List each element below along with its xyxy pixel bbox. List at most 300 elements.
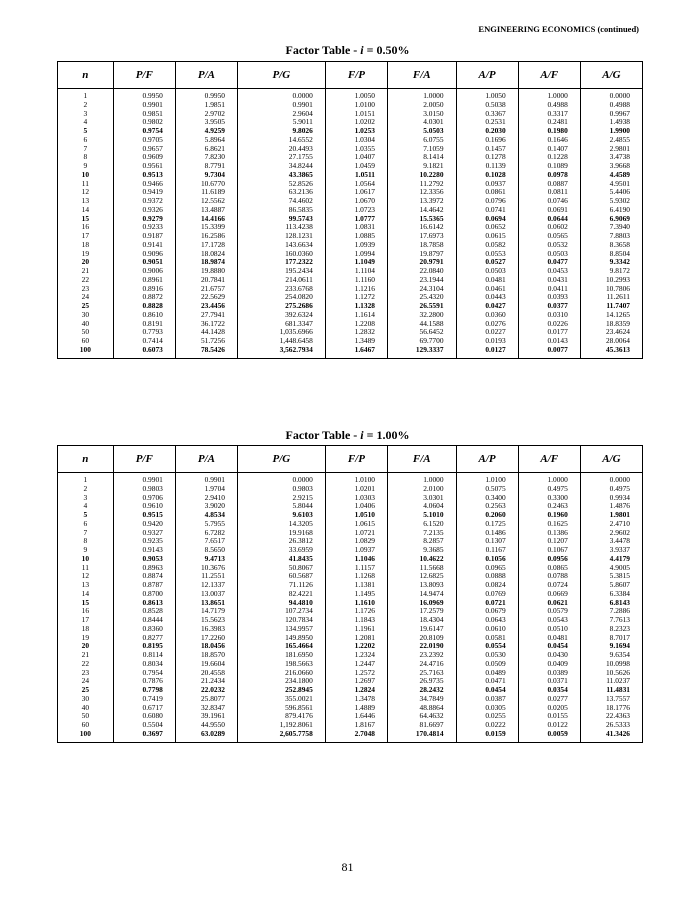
title-rate: = 1.00% — [363, 428, 410, 442]
cell-n: 13 — [58, 197, 114, 206]
cell-ag: 9.3342 — [580, 258, 642, 267]
cell-pa: 21.2434 — [175, 677, 237, 686]
cell-ag: 13.7557 — [580, 695, 642, 704]
cell-fa: 19.8797 — [387, 250, 456, 259]
cell-pg: 34.8244 — [237, 162, 325, 171]
cell-pa: 63.0289 — [175, 730, 237, 742]
cell-af: 0.0503 — [518, 250, 580, 259]
cell-pf: 0.9705 — [113, 136, 175, 145]
cell-af: 0.0565 — [518, 232, 580, 241]
cell-fp: 1.2572 — [325, 669, 387, 678]
cell-fa: 7.1059 — [387, 145, 456, 154]
cell-n: 12 — [58, 188, 114, 197]
cell-ag: 5.9302 — [580, 197, 642, 206]
cell-ag: 14.1265 — [580, 311, 642, 320]
cell-fa: 11.2792 — [387, 180, 456, 189]
cell-ag: 2.4855 — [580, 136, 642, 145]
cell-af: 0.0143 — [518, 337, 580, 346]
cell-pg: 275.2686 — [237, 302, 325, 311]
cell-pf: 0.7954 — [113, 669, 175, 678]
title-prefix: Factor Table - — [285, 428, 361, 442]
cell-pf: 0.8195 — [113, 642, 175, 651]
cell-ag: 2.4710 — [580, 520, 642, 529]
column-header-af: A/F — [518, 62, 580, 89]
cell-ap: 0.2531 — [456, 118, 518, 127]
cell-af: 0.0865 — [518, 564, 580, 573]
cell-pa: 23.4456 — [175, 302, 237, 311]
cell-pg: 14.6552 — [237, 136, 325, 145]
cell-n: 8 — [58, 153, 114, 162]
cell-ag: 7.8803 — [580, 232, 642, 241]
cell-ag: 0.0000 — [580, 89, 642, 101]
cell-pf: 0.8528 — [113, 607, 175, 616]
cell-n: 19 — [58, 250, 114, 259]
cell-fa: 44.1588 — [387, 320, 456, 329]
cell-fp: 1.0670 — [325, 197, 387, 206]
cell-fp: 1.1216 — [325, 285, 387, 294]
cell-fa: 32.2800 — [387, 311, 456, 320]
cell-af: 0.0377 — [518, 302, 580, 311]
cell-ag: 8.2323 — [580, 625, 642, 634]
cell-ap: 0.1486 — [456, 529, 518, 538]
cell-pf: 0.9233 — [113, 223, 175, 232]
cell-n: 20 — [58, 258, 114, 267]
cell-pf: 0.7414 — [113, 337, 175, 346]
cell-fa: 2.0100 — [387, 485, 456, 494]
cell-pa: 19.8880 — [175, 267, 237, 276]
cell-ap: 0.1028 — [456, 171, 518, 180]
cell-ap: 0.0443 — [456, 293, 518, 302]
cell-fa: 8.2857 — [387, 537, 456, 546]
cell-ag: 5.4406 — [580, 188, 642, 197]
cell-pa: 15.5623 — [175, 616, 237, 625]
cell-fa: 6.0755 — [387, 136, 456, 145]
cell-n: 22 — [58, 276, 114, 285]
cell-fa: 24.4716 — [387, 660, 456, 669]
cell-fa: 1.0000 — [387, 89, 456, 101]
cell-fa: 18.4304 — [387, 616, 456, 625]
cell-pg: 19.9168 — [237, 529, 325, 538]
cell-pa: 3.9020 — [175, 502, 237, 511]
cell-fp: 1.2324 — [325, 651, 387, 660]
cell-pf: 0.3697 — [113, 730, 175, 742]
cell-ap: 0.0222 — [456, 721, 518, 730]
cell-ap: 0.0305 — [456, 704, 518, 713]
cell-fa: 14.9474 — [387, 590, 456, 599]
cell-pf: 0.5504 — [113, 721, 175, 730]
cell-ap: 0.0652 — [456, 223, 518, 232]
cell-pa: 12.5562 — [175, 197, 237, 206]
cell-pa: 2.9702 — [175, 110, 237, 119]
cell-pf: 0.9279 — [113, 215, 175, 224]
cell-ag: 8.7017 — [580, 634, 642, 643]
cell-pg: 74.4602 — [237, 197, 325, 206]
cell-fp: 1.8167 — [325, 721, 387, 730]
cell-pa: 78.5426 — [175, 346, 237, 358]
cell-af: 0.1067 — [518, 546, 580, 555]
cell-ap: 0.3367 — [456, 110, 518, 119]
cell-n: 11 — [58, 180, 114, 189]
cell-fp: 1.0885 — [325, 232, 387, 241]
cell-ap: 1.0100 — [456, 473, 518, 485]
column-header-pf: P/F — [113, 62, 175, 89]
cell-ag: 11.0237 — [580, 677, 642, 686]
cell-fp: 1.1268 — [325, 572, 387, 581]
cell-pf: 0.8191 — [113, 320, 175, 329]
cell-pa: 7.8230 — [175, 153, 237, 162]
cell-pg: 43.3865 — [237, 171, 325, 180]
cell-n: 20 — [58, 642, 114, 651]
cell-pa: 11.6189 — [175, 188, 237, 197]
cell-af: 1.0000 — [518, 89, 580, 101]
cell-ap: 0.1139 — [456, 162, 518, 171]
cell-pf: 0.7876 — [113, 677, 175, 686]
cell-pf: 0.9754 — [113, 127, 175, 136]
cell-af: 0.0430 — [518, 651, 580, 660]
cell-n: 50 — [58, 328, 114, 337]
cell-af: 0.0644 — [518, 215, 580, 224]
cell-fp: 1.0937 — [325, 546, 387, 555]
cell-fp: 1.1961 — [325, 625, 387, 634]
cell-fp: 1.1495 — [325, 590, 387, 599]
cell-pg: 60.5687 — [237, 572, 325, 581]
cell-fp: 1.3489 — [325, 337, 387, 346]
cell-pf: 0.9515 — [113, 511, 175, 520]
cell-ag: 6.4190 — [580, 206, 642, 215]
column-header-pg: P/G — [237, 446, 325, 473]
cell-pf: 0.6717 — [113, 704, 175, 713]
cell-pf: 0.9141 — [113, 241, 175, 250]
cell-af: 0.0205 — [518, 704, 580, 713]
cell-pa: 6.8621 — [175, 145, 237, 154]
cell-pg: 71.1126 — [237, 581, 325, 590]
cell-af: 0.0155 — [518, 712, 580, 721]
cell-pg: 99.5743 — [237, 215, 325, 224]
cell-pa: 2.9410 — [175, 494, 237, 503]
cell-ag: 6.3384 — [580, 590, 642, 599]
cell-fa: 6.1520 — [387, 520, 456, 529]
cell-fa: 4.0301 — [387, 118, 456, 127]
cell-ag: 1.9801 — [580, 511, 642, 520]
cell-ap: 0.1696 — [456, 136, 518, 145]
cell-ap: 0.1167 — [456, 546, 518, 555]
cell-n: 4 — [58, 118, 114, 127]
cell-fp: 1.0100 — [325, 101, 387, 110]
cell-pf: 0.6080 — [113, 712, 175, 721]
cell-pg: 50.8067 — [237, 564, 325, 573]
cell-ap: 0.0427 — [456, 302, 518, 311]
cell-n: 6 — [58, 520, 114, 529]
cell-pa: 7.6517 — [175, 537, 237, 546]
cell-pa: 14.7179 — [175, 607, 237, 616]
cell-af: 0.1407 — [518, 145, 580, 154]
cell-af: 0.1228 — [518, 153, 580, 162]
cell-pg: 0.9803 — [237, 485, 325, 494]
cell-ap: 0.0193 — [456, 337, 518, 346]
cell-pg: 149.8950 — [237, 634, 325, 643]
cell-pf: 0.7419 — [113, 695, 175, 704]
cell-af: 0.0579 — [518, 607, 580, 616]
cell-ag: 8.8504 — [580, 250, 642, 259]
cell-ag: 9.8172 — [580, 267, 642, 276]
cell-ap: 0.3400 — [456, 494, 518, 503]
cell-pa: 8.5650 — [175, 546, 237, 555]
cell-ag: 6.9069 — [580, 215, 642, 224]
cell-fp: 1.0777 — [325, 215, 387, 224]
cell-pg: 233.6768 — [237, 285, 325, 294]
cell-ap: 0.0553 — [456, 250, 518, 259]
cell-pg: 33.6959 — [237, 546, 325, 555]
cell-n: 8 — [58, 537, 114, 546]
column-header-ag: A/G — [580, 62, 642, 89]
cell-af: 0.0393 — [518, 293, 580, 302]
cell-af: 0.4988 — [518, 101, 580, 110]
cell-n: 3 — [58, 110, 114, 119]
cell-ag: 11.2611 — [580, 293, 642, 302]
cell-n: 3 — [58, 494, 114, 503]
cell-pa: 18.0456 — [175, 642, 237, 651]
cell-ag: 5.3815 — [580, 572, 642, 581]
cell-fa: 14.4642 — [387, 206, 456, 215]
cell-ap: 0.0276 — [456, 320, 518, 329]
cell-n: 21 — [58, 267, 114, 276]
cell-fa: 56.6452 — [387, 328, 456, 337]
cell-pg: 63.2136 — [237, 188, 325, 197]
cell-ag: 1.9900 — [580, 127, 642, 136]
cell-pf: 0.6073 — [113, 346, 175, 358]
cell-pf: 0.7798 — [113, 686, 175, 695]
cell-n: 40 — [58, 704, 114, 713]
cell-ag: 41.3426 — [580, 730, 642, 742]
cell-pf: 0.8610 — [113, 311, 175, 320]
cell-n: 1 — [58, 473, 114, 485]
cell-pg: 113.4238 — [237, 223, 325, 232]
cell-n: 19 — [58, 634, 114, 643]
cell-pg: 143.6634 — [237, 241, 325, 250]
cell-ag: 6.8143 — [580, 599, 642, 608]
cell-ap: 0.0694 — [456, 215, 518, 224]
cell-pg: 5.8044 — [237, 502, 325, 511]
cell-pa: 32.8347 — [175, 704, 237, 713]
header-row — [58, 62, 643, 89]
cell-ap: 0.0824 — [456, 581, 518, 590]
cell-af: 0.0077 — [518, 346, 580, 358]
cell-af: 0.0354 — [518, 686, 580, 695]
cell-af: 0.0389 — [518, 669, 580, 678]
cell-ap: 0.0509 — [456, 660, 518, 669]
cell-n: 7 — [58, 529, 114, 538]
cell-pa: 18.0824 — [175, 250, 237, 259]
cell-fa: 81.6697 — [387, 721, 456, 730]
cell-fp: 1.1381 — [325, 581, 387, 590]
cell-ag: 7.3940 — [580, 223, 642, 232]
cell-pf: 0.8874 — [113, 572, 175, 581]
cell-af: 0.0669 — [518, 590, 580, 599]
cell-pf: 0.9610 — [113, 502, 175, 511]
cell-fa: 34.7849 — [387, 695, 456, 704]
cell-pa: 16.3983 — [175, 625, 237, 634]
cell-ap: 0.0582 — [456, 241, 518, 250]
cell-pg: 107.2734 — [237, 607, 325, 616]
cell-ag: 22.4363 — [580, 712, 642, 721]
cell-af: 0.1980 — [518, 127, 580, 136]
cell-fa: 10.4622 — [387, 555, 456, 564]
cell-ap: 0.2563 — [456, 502, 518, 511]
cell-fa: 13.3972 — [387, 197, 456, 206]
cell-n: 16 — [58, 223, 114, 232]
cell-pg: 86.5835 — [237, 206, 325, 215]
cell-pg: 165.4664 — [237, 642, 325, 651]
cell-pa: 13.8651 — [175, 599, 237, 608]
cell-pa: 4.8534 — [175, 511, 237, 520]
cell-ap: 0.0610 — [456, 625, 518, 634]
cell-af: 0.0978 — [518, 171, 580, 180]
cell-ap: 0.0643 — [456, 616, 518, 625]
cell-n: 13 — [58, 581, 114, 590]
cell-pg: 27.1755 — [237, 153, 325, 162]
cell-af: 0.0277 — [518, 695, 580, 704]
cell-fa: 129.3337 — [387, 346, 456, 358]
cell-fp: 1.0564 — [325, 180, 387, 189]
cell-fp: 1.0829 — [325, 537, 387, 546]
cell-af: 0.0371 — [518, 677, 580, 686]
cell-n: 25 — [58, 302, 114, 311]
cell-n: 6 — [58, 136, 114, 145]
cell-ap: 0.0255 — [456, 712, 518, 721]
cell-ap: 0.0481 — [456, 276, 518, 285]
cell-pa: 39.1961 — [175, 712, 237, 721]
cell-pa: 8.7791 — [175, 162, 237, 171]
cell-ag: 1.4938 — [580, 118, 642, 127]
cell-af: 0.0691 — [518, 206, 580, 215]
cell-fa: 23.1944 — [387, 276, 456, 285]
column-header-n: n — [58, 446, 114, 473]
cell-pg: 5.9011 — [237, 118, 325, 127]
cell-fa: 26.9735 — [387, 677, 456, 686]
cell-fa: 5.0503 — [387, 127, 456, 136]
cell-pa: 18.8570 — [175, 651, 237, 660]
cell-ag: 11.7407 — [580, 302, 642, 311]
column-header-fa: F/A — [387, 446, 456, 473]
cell-fa: 26.5591 — [387, 302, 456, 311]
cell-ap: 0.0861 — [456, 188, 518, 197]
cell-fp: 1.1843 — [325, 616, 387, 625]
cell-af: 0.2481 — [518, 118, 580, 127]
table-row — [58, 89, 643, 101]
cell-af: 0.0310 — [518, 311, 580, 320]
cell-pa: 11.2551 — [175, 572, 237, 581]
cell-pf: 0.8360 — [113, 625, 175, 634]
cell-ag: 1.4876 — [580, 502, 642, 511]
cell-fp: 1.1272 — [325, 293, 387, 302]
cell-pg: 134.9957 — [237, 625, 325, 634]
cell-ag: 10.7806 — [580, 285, 642, 294]
cell-fa: 16.6142 — [387, 223, 456, 232]
cell-af: 0.0122 — [518, 721, 580, 730]
cell-fp: 1.4889 — [325, 704, 387, 713]
cell-ag: 10.0998 — [580, 660, 642, 669]
column-header-pa: P/A — [175, 62, 237, 89]
cell-pa: 17.2260 — [175, 634, 237, 643]
cell-pa: 15.3399 — [175, 223, 237, 232]
cell-n: 18 — [58, 241, 114, 250]
cell-ap: 1.0050 — [456, 89, 518, 101]
cell-fp: 1.1328 — [325, 302, 387, 311]
cell-ag: 18.1776 — [580, 704, 642, 713]
cell-fa: 2.0050 — [387, 101, 456, 110]
cell-n: 7 — [58, 145, 114, 154]
cell-fp: 1.1104 — [325, 267, 387, 276]
cell-ag: 7.7613 — [580, 616, 642, 625]
cell-fa: 9.3685 — [387, 546, 456, 555]
cell-pf: 0.9006 — [113, 267, 175, 276]
cell-pf: 0.9051 — [113, 258, 175, 267]
cell-ap: 0.1307 — [456, 537, 518, 546]
cell-af: 0.0621 — [518, 599, 580, 608]
cell-pf: 0.8963 — [113, 564, 175, 573]
cell-pf: 0.8828 — [113, 302, 175, 311]
cell-pa: 13.4887 — [175, 206, 237, 215]
column-header-pf: P/F — [113, 446, 175, 473]
cell-ap: 0.0888 — [456, 572, 518, 581]
cell-pf: 0.9420 — [113, 520, 175, 529]
cell-pg: 94.4810 — [237, 599, 325, 608]
cell-ag: 9.1694 — [580, 642, 642, 651]
cell-fp: 2.7048 — [325, 730, 387, 742]
cell-n: 30 — [58, 695, 114, 704]
cell-pf: 0.9143 — [113, 546, 175, 555]
cell-ag: 2.9801 — [580, 145, 642, 154]
cell-n: 2 — [58, 101, 114, 110]
column-header-af: A/F — [518, 446, 580, 473]
cell-pg: 0.0000 — [237, 473, 325, 485]
cell-af: 0.0431 — [518, 276, 580, 285]
cell-fa: 12.3356 — [387, 188, 456, 197]
table-row — [58, 473, 643, 485]
cell-fa: 69.7700 — [387, 337, 456, 346]
column-header-ag: A/G — [580, 446, 642, 473]
cell-fp: 1.6446 — [325, 712, 387, 721]
cell-n: 18 — [58, 625, 114, 634]
cell-ap: 0.0360 — [456, 311, 518, 320]
cell-fp: 1.0510 — [325, 511, 387, 520]
cell-ag: 5.8607 — [580, 581, 642, 590]
cell-ag: 0.4988 — [580, 101, 642, 110]
cell-pa: 18.9874 — [175, 258, 237, 267]
cell-pa: 10.6770 — [175, 180, 237, 189]
cell-pf: 0.9851 — [113, 110, 175, 119]
cell-pf: 0.9561 — [113, 162, 175, 171]
cell-fa: 11.5668 — [387, 564, 456, 573]
cell-fa: 25.7163 — [387, 669, 456, 678]
cell-pf: 0.8916 — [113, 285, 175, 294]
cell-pf: 0.9901 — [113, 473, 175, 485]
cell-fp: 1.0831 — [325, 223, 387, 232]
cell-fp: 1.0406 — [325, 502, 387, 511]
cell-fp: 1.0202 — [325, 118, 387, 127]
cell-pa: 4.9259 — [175, 127, 237, 136]
cell-ap: 0.0461 — [456, 285, 518, 294]
cell-n: 23 — [58, 285, 114, 294]
column-header-n: n — [58, 62, 114, 89]
cell-pg: 2,605.7758 — [237, 730, 325, 742]
cell-n: 40 — [58, 320, 114, 329]
cell-ap: 0.5075 — [456, 485, 518, 494]
cell-pf: 0.9609 — [113, 153, 175, 162]
cell-n: 21 — [58, 651, 114, 660]
cell-af: 0.1646 — [518, 136, 580, 145]
cell-fp: 1.0253 — [325, 127, 387, 136]
